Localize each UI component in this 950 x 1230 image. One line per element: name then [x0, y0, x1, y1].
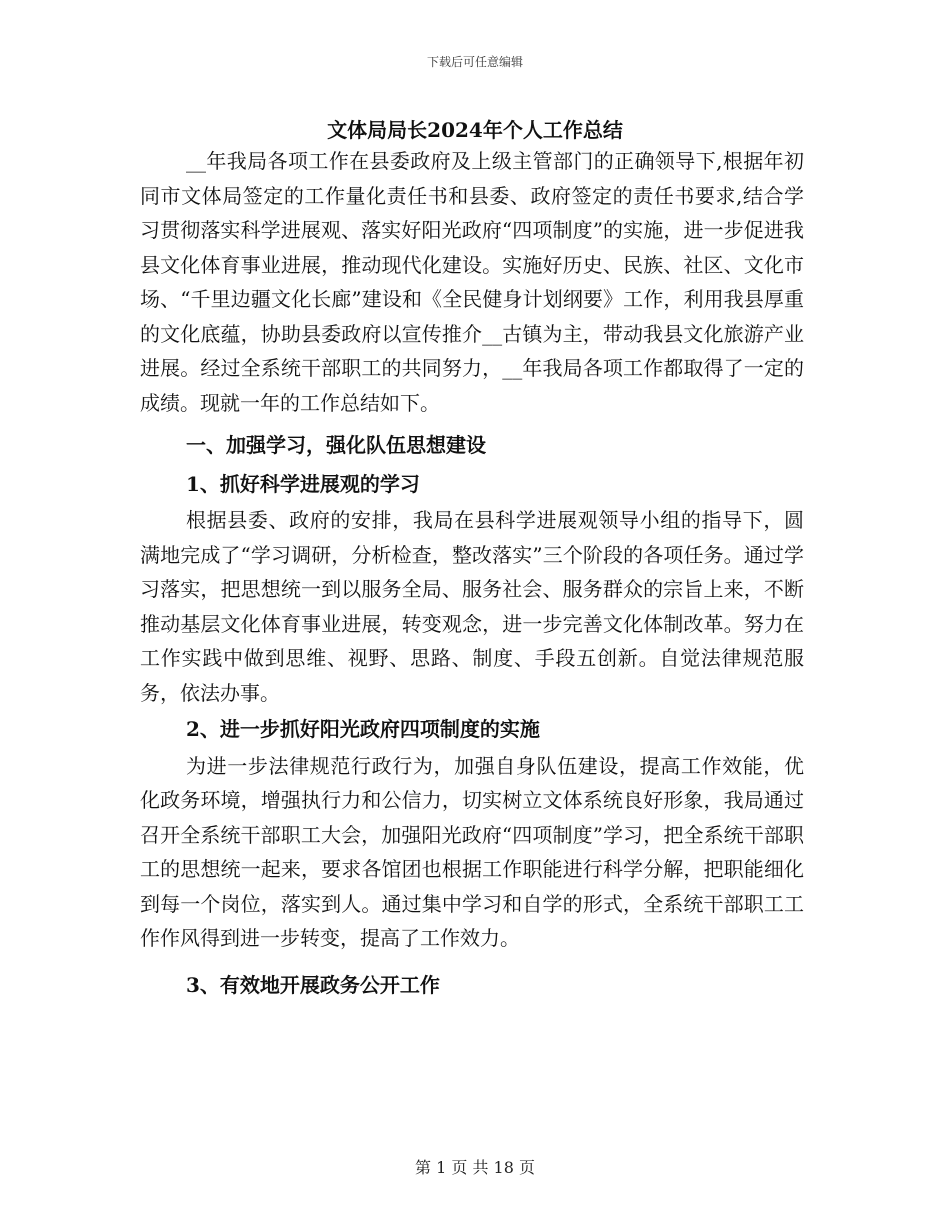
subsection-3-heading: 3、有效地开展政务公开工作 [186, 972, 440, 997]
subsection-2-heading: 2、进一步抓好阳光政府四项制度的实施 [186, 717, 540, 741]
section-1-heading: 一、加强学习，强化队伍思想建设 [186, 433, 486, 457]
document-body [140, 144, 804, 1002]
subsection-2-paragraph: 为进一步法律规范行政行为，加强自身队伍建设，提高工作效能，优化政务环境，增强执行力和公信力，切实树立文体系统良好形象，我局通过召开全系统干部职工大会，加强阳光政府“四项制度”学习，把全系统干部职工的思想统一起来，要求各馆团也根据工作职能进行科学分解，把职能细化到每一个岗位，落实到人。通过集中学习和自学的形式，全系统干部职工工作作风得到进一步转变，提高了工作效力。 [140, 753, 804, 950]
intro-paragraph: __年我局各项工作在县委政府及上级主管部门的正确领导下,根据年初同市文体局签定的工作量化责任书和县委、政府签定的责任书要求,结合学习贯彻落实科学进展观、落实好阳光政府“四项制度”的实施，进一步促进我县文化体育事业进展，推动现代化建设。实施好历史、民族、社区、文化市场、“千里边疆文化长廊”建设和《全民健身计划纲要》工作，利用我县厚重的文化底蕴，协助县委政府以宣传推介__古镇为主，带动我县文化旅游产业进展。经过全系统干部职工的共同努力，__年我局各项工作都取得了一定的成绩。现就一年的工作总结如下。 [140, 149, 804, 415]
page-number-footer: 第 1 页 共 18 页 [415, 1158, 535, 1177]
document-title: 文体局局长2024年个人工作总结 [327, 118, 623, 142]
subsection-1-heading: 1、抓好科学进展观的学习 [186, 471, 420, 496]
page-header-note: 下载后可任意编辑 [426, 55, 523, 69]
subsection-1-paragraph: 根据县委、政府的安排，我局在县科学进展观领导小组的指导下，圆满地完成了“学习调研，分析检查，整改落实”三个阶段的各项任务。通过学习落实，把思想统一到以服务全局、服务社会、服务群众的宗旨上来，不断推动基层文化体育事业进展，转变观念，进一步完善文化体制改革。努力在工作实践中做到思维、视野、思路、制度、手段五创新。自觉法律规范服务，依法办事。 [140, 508, 804, 705]
